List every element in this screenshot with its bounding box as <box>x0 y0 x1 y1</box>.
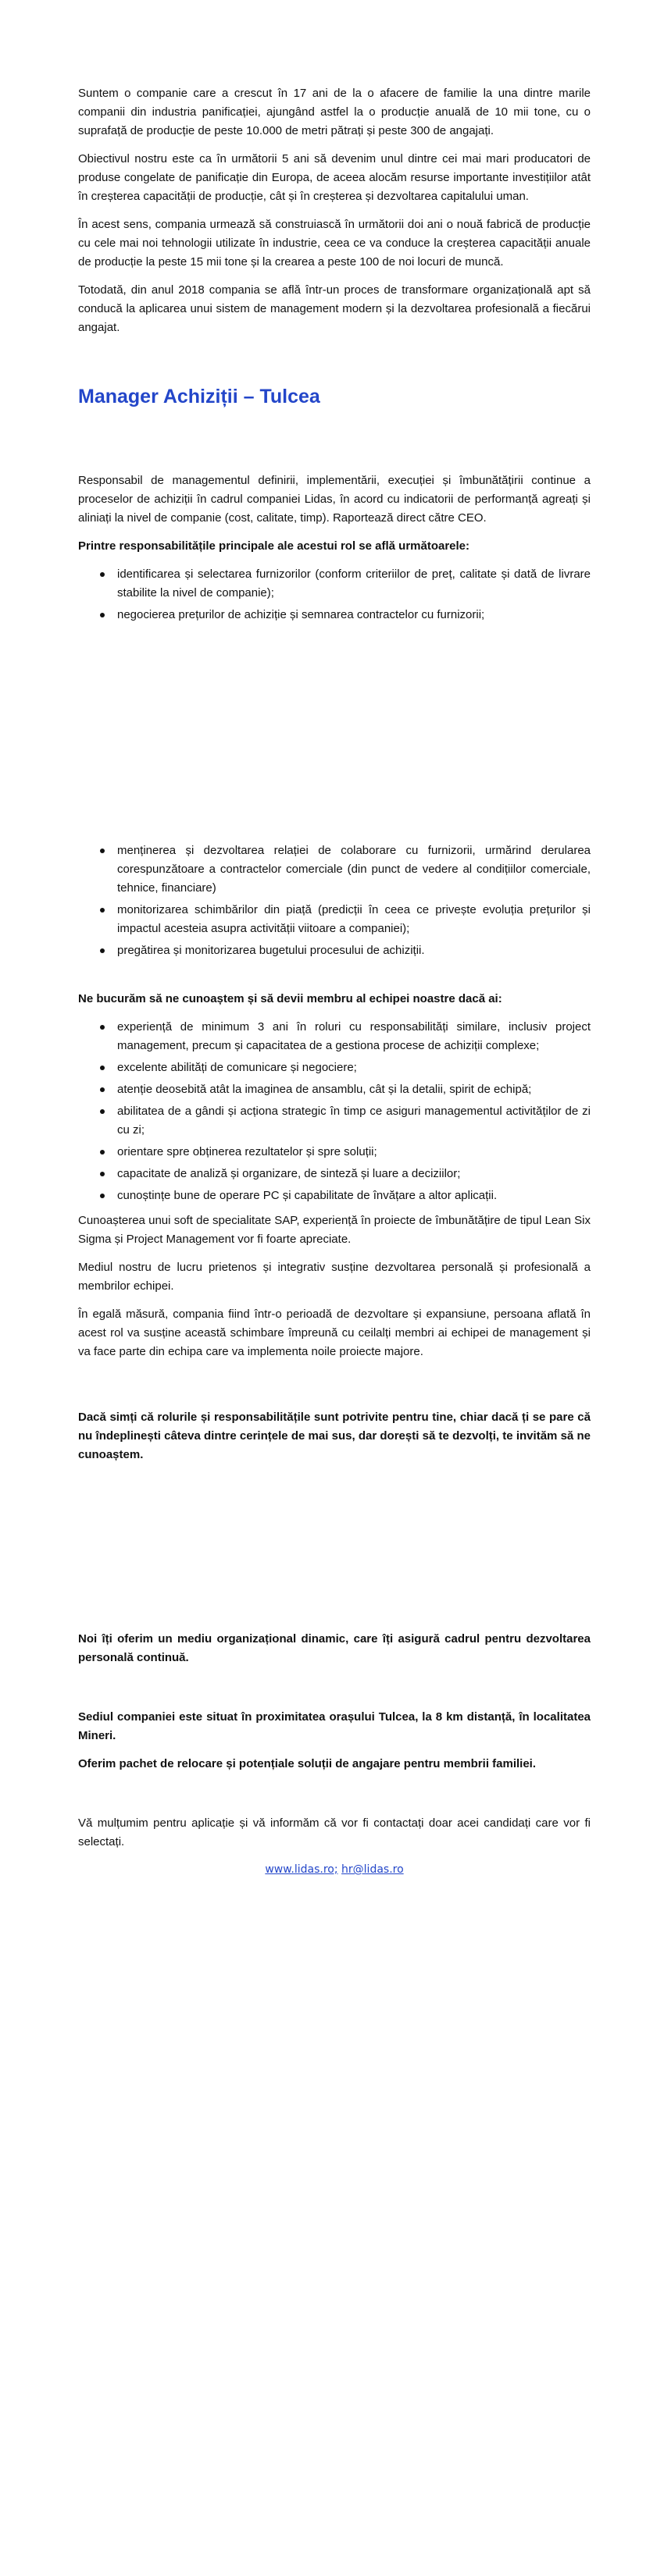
paragraph-work-environment: Mediul nostru de lucru prietenos și integrativ susține dezvoltarea personală și profesională a membrilor echipei. <box>78 1261 591 1293</box>
list-item: experiență de minimum 3 ani în roluri cu responsabilități similare, inclusiv project management, precum și capacitatea de a gestiona procese de achiziții complexe; <box>117 1018 591 1055</box>
list-item: menținerea și dezvoltarea relației de colaborare cu furnizorii, urmărind derularea corespunzătoare a contractelor comerciale (din punct de vedere al condițiilor comerciale, tehnice, financiare) <box>117 841 591 898</box>
paragraph-sap-lean: Cunoașterea unui soft de specialitate SAP, experiență în proiecte de îmbunătățire de tipul Lean Six Sigma și Project Management vor fi foarte apreciate. <box>78 1214 591 1246</box>
list-item: orientare spre obținerea rezultatelor și spre soluții; <box>117 1143 591 1162</box>
location-paragraph: Sediul companiei este situat în proximitatea orașului Tulcea, la 8 km distanță, în localitatea Mineri. <box>78 1710 591 1742</box>
job-title: Manager Achiziții – Tulcea <box>78 386 320 407</box>
list-item: abilitatea de a gândi și acționa strategic în timp ce asiguri managementul activităților de zi cu zi; <box>117 1102 591 1140</box>
website-link[interactable]: www.lidas.ro; <box>265 1863 338 1876</box>
intro-paragraph-objective: Obiectivul nostru este ca în următorii 5 ani să devenim unul dintre cei mai mari producatori de produse congelate de panificație din Europa, de aceea alocăm resurse importante investițiilor atât în creșterea capacității de producție, cât și în creșterea și dezvoltarea capitalului uman. <box>78 152 591 203</box>
blank-gap <box>78 631 591 841</box>
intro-paragraph-company-growth: Suntem o companie care a crescut în 17 ani de la o afacere de familie la una dintre marile companii din industria panificației, ajungând astfel la o producție anuală de 10 mii tone, cu o suprafață de producție de peste 10.000 de metri pătrați și peste 300 de angajați. <box>78 87 591 137</box>
contact-links <box>78 1861 591 1878</box>
offer-paragraph: Noi îți oferim un mediu organizațional dinamic, care îți asigură cadrul pentru dezvoltarea personală continuă. <box>78 1632 591 1664</box>
requirements-list <box>78 1018 591 1205</box>
job-description: Responsabil de managementul definirii, implementării, execuției și îmbunătățirii continue a proceselor de achiziții în cadrul companiei Lidas, în acord cu indicatorii de performanță agreați și aliniați la nivel de companie (cost, calitate, timp). Raportează direct către CEO. <box>78 474 591 525</box>
list-item: identificarea și selectarea furnizorilor (conform criteriilor de preț, calitate și dată de livrare stabilite la nivel de companie); <box>117 565 591 603</box>
invitation-paragraph: Dacă simți că rolurile și responsabilitățile sunt potrivite pentru tine, chiar dacă ți se pare că nu îndeplinești câteva dintre cerințele de mai sus, dar dorești să te dezvolți, te invităm să ne cunoaștem. <box>78 1411 591 1461</box>
list-item: monitorizarea schimbărilor din piață (predicții în ceea ce privește evoluția prețurilor și impactul acesteia asupra activității viitoare a companiei); <box>117 901 591 938</box>
responsibilities-list-part-2 <box>78 841 591 960</box>
paragraph-expansion: În egală măsură, compania fiind într-o perioadă de dezvoltare și expansiune, persoana aflată în acest rol va susține această schimbare împreună cu ceilalți membri ai echipei de management și va face parte din echipa care va implementa noile proiecte majore. <box>78 1308 591 1358</box>
email-link[interactable]: hr@lidas.ro <box>341 1863 404 1876</box>
requirements-heading: Ne bucurăm să ne cunoaștem și să devii membru al echipei noastre dacă ai: <box>78 992 502 1005</box>
list-item: cunoștințe bune de operare PC și capabilitate de învățare a altor aplicații. <box>117 1187 591 1205</box>
list-item: capacitate de analiză și organizare, de sinteză și luare a deciziilor; <box>117 1165 591 1183</box>
list-item: pregătirea și monitorizarea bugetului procesului de achiziții. <box>117 941 591 960</box>
list-item: negocierea prețurilor de achiziție și semnarea contractelor cu furnizorii; <box>117 606 591 624</box>
list-item: excelente abilități de comunicare și negociere; <box>117 1059 591 1077</box>
blank-gap <box>78 1474 591 1630</box>
intro-paragraph-transformation: Totodată, din anul 2018 compania se află într-un proces de transformare organizațională apt să conducă la aplicarea unui sistem de management modern și la dezvoltarea profesională a fiecărui angajat. <box>78 283 591 334</box>
thanks-paragraph: Vă mulțumim pentru aplicație și vă informăm că vor fi contactați doar acei candidați care vor fi selectați. <box>78 1816 591 1848</box>
responsibilities-heading: Printre responsabilitățile principale ale acestui rol se află următoarele: <box>78 539 470 553</box>
job-posting-document <box>78 84 591 1878</box>
relocation-paragraph: Oferim pachet de relocare și potențiale soluții de angajare pentru membrii familiei. <box>78 1757 537 1770</box>
list-item: atenție deosebită atât la imaginea de ansamblu, cât și la detalii, spirit de echipă; <box>117 1080 591 1099</box>
intro-paragraph-new-factory: În acest sens, compania urmează să construiască în următorii doi ani o nouă fabrică de producție cu cele mai noi tehnologii utilizate în industrie, ceea ce va conduce la creșterea capacității anuale de producție la peste 15 mii tone și la crearea a peste 100 de noi locuri de muncă. <box>78 218 591 269</box>
responsibilities-list-part-1 <box>78 565 591 624</box>
